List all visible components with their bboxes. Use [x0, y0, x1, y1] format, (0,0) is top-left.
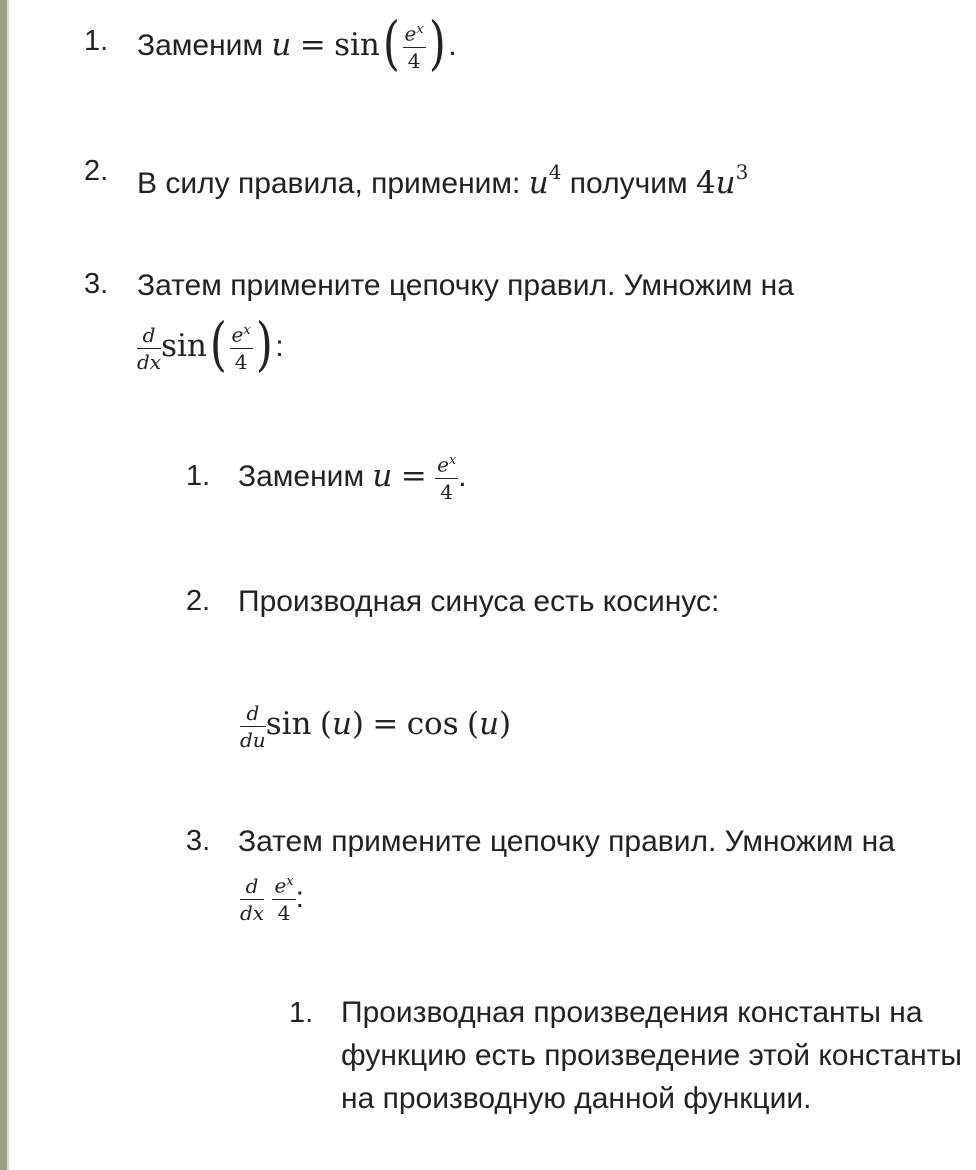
math-fraction: $\frac{e^x}{4}$ [274, 873, 294, 925]
math-variable: u [479, 706, 500, 742]
step-number: 3. [186, 825, 211, 857]
math-fraction: $\frac{e^x}{4}$ [231, 322, 251, 374]
math-fraction: $\frac{e^x}{4}$ [437, 452, 457, 504]
step-text: Производная произведения константы на функцию есть произведение этой константы на производную данной функции. [341, 996, 962, 1115]
derivative-operator: $\frac{d}{dx}$ [137, 322, 162, 374]
derivative-operator: $\frac{d}{dx}$ [240, 873, 265, 925]
left-border [0, 0, 7, 1170]
step-number: 2. [84, 155, 109, 187]
left-paren-icon: ( [466, 706, 480, 742]
math-colon: : [275, 330, 284, 363]
math-variable: u [372, 458, 393, 494]
step-text: Производная синуса есть косинус: [238, 585, 720, 618]
left-paren-icon: ( [209, 310, 227, 379]
step-number: 1. [186, 460, 211, 492]
step-number: 3. [84, 268, 109, 300]
right-paren-icon: ) [428, 9, 446, 77]
step-number: 1. [84, 25, 109, 57]
step-text: Затем примените цепочку правил. Умножим на [137, 269, 794, 302]
step-text: Заменим [137, 28, 264, 62]
right-paren-icon: ) [499, 706, 512, 742]
math-equals: = [372, 706, 399, 742]
math-equals: = [400, 458, 427, 494]
math-period: . [458, 460, 467, 493]
math-colon: : [295, 881, 304, 914]
derivative-operator: $\frac{d}{du}$ [240, 700, 266, 752]
math-function: sin [334, 26, 380, 63]
math-period: . [448, 28, 457, 62]
math-variable: u [331, 706, 352, 742]
right-paren-icon: ) [351, 706, 365, 742]
step-number: 2. [186, 585, 211, 617]
math-base: u [715, 165, 736, 201]
step-text-mid: получим [569, 167, 688, 200]
math-function: sin [265, 706, 312, 742]
right-paren-icon: ) [255, 310, 273, 379]
math-exponent: 3 [735, 160, 749, 184]
step-text: Затем примените цепочку правил. Умножим на [238, 825, 895, 858]
step-number: 1. [289, 997, 314, 1029]
step-text: Заменим [238, 460, 365, 493]
math-base: u [528, 165, 549, 201]
math-exponent: 4 [548, 160, 562, 184]
left-paren-icon: ( [319, 706, 332, 742]
math-equals: = [299, 26, 326, 63]
math-coefficient: 4 [695, 165, 716, 201]
math-function: sin [161, 328, 207, 364]
math-function: cos [406, 706, 459, 742]
left-paren-icon: ( [382, 9, 400, 77]
step-text: В силу правила, применим: [137, 167, 521, 200]
math-variable: u [271, 26, 292, 63]
math-fraction: $\frac{e^x}{4}$ [404, 21, 424, 73]
